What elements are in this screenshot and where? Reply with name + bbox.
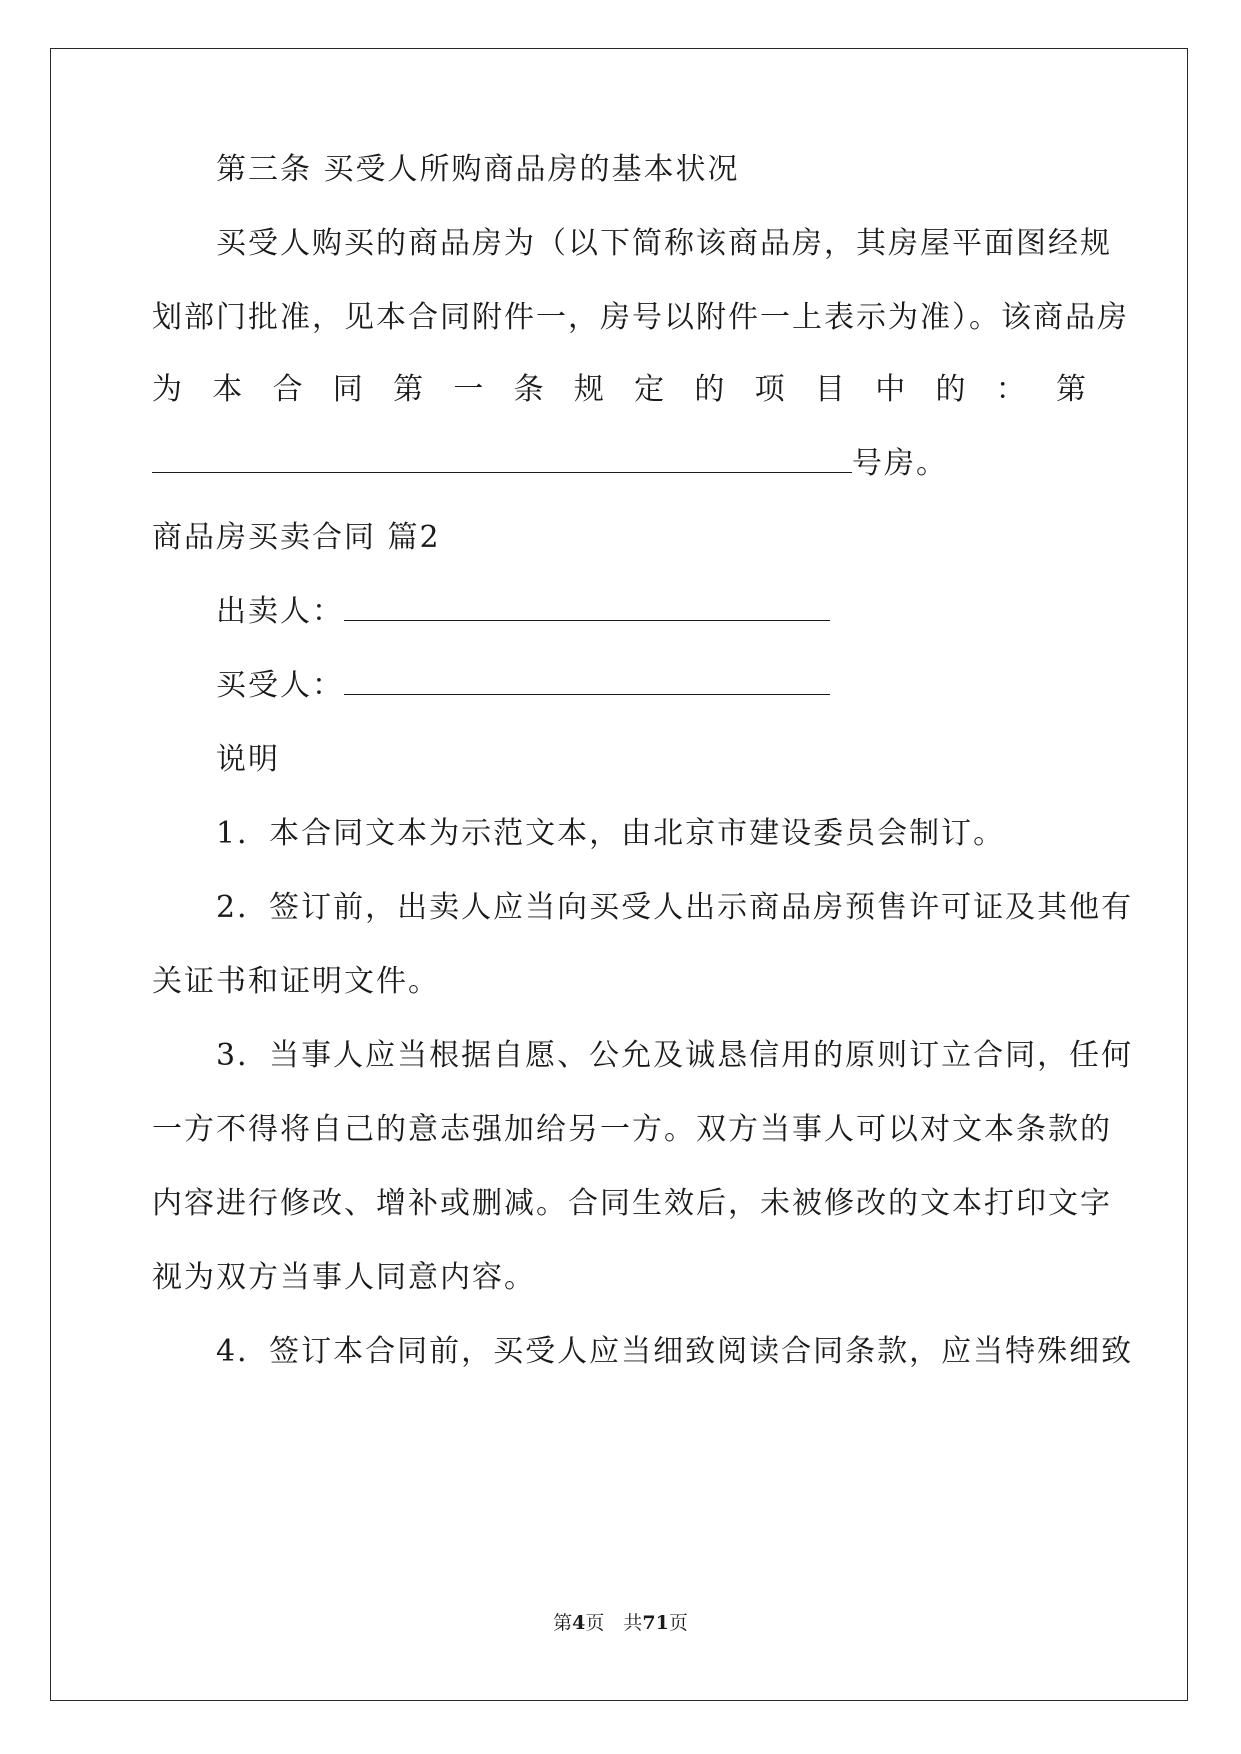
- notes-heading: 说明: [216, 742, 280, 777]
- section-heading: 商品房买卖合同 篇2: [152, 520, 441, 555]
- current-page-number: 4: [572, 1612, 586, 1634]
- note-item: 2．签订前，出卖人应当向买受人出示商品房预售许可证及其他有: [216, 890, 1134, 925]
- paragraph-line: 一方不得将自己的意志强加给另一方。双方当事人可以对文本条款的: [152, 1112, 1112, 1147]
- seller-blank: [344, 594, 830, 621]
- paragraph-line: 划部门批准，见本合同附件一，房号以附件一上表示为准）。该商品房: [152, 300, 1129, 335]
- room-number-line: 号房。: [152, 444, 948, 484]
- page-footer: 第4页 共71页: [553, 1612, 688, 1634]
- buyer-line: 买受人：: [216, 666, 830, 706]
- note-item: 3．当事人应当根据自愿、公允及诚恳信用的原则订立合同，任何: [216, 1038, 1134, 1073]
- article-heading: 第三条 买受人所购商品房的基本状况: [216, 152, 740, 187]
- paragraph-line: 内容进行修改、增补或删减。合同生效后，未被修改的文本打印文字: [152, 1186, 1112, 1221]
- spaced-paragraph-line: 为 本 合 同 第 一 条 规 定 的 项 目 中 的 ： 第: [152, 372, 1086, 407]
- note-item: 4．签订本合同前，买受人应当细致阅读合同条款，应当特殊细致: [216, 1334, 1134, 1369]
- paragraph-line: 视为双方当事人同意内容。: [152, 1260, 536, 1295]
- seller-line: 出卖人：: [216, 592, 830, 632]
- note-item: 1．本合同文本为示范文本，由北京市建设委员会制订。: [216, 816, 1006, 851]
- page-border: [50, 48, 1188, 1701]
- total-pages-number: 71: [642, 1612, 669, 1634]
- paragraph-line: 买受人购买的商品房为（以下简称该商品房，其房屋平面图经规: [216, 226, 1112, 261]
- room-number-blank: [152, 446, 852, 473]
- buyer-blank: [344, 668, 830, 695]
- paragraph-line: 关证书和证明文件。: [152, 964, 440, 999]
